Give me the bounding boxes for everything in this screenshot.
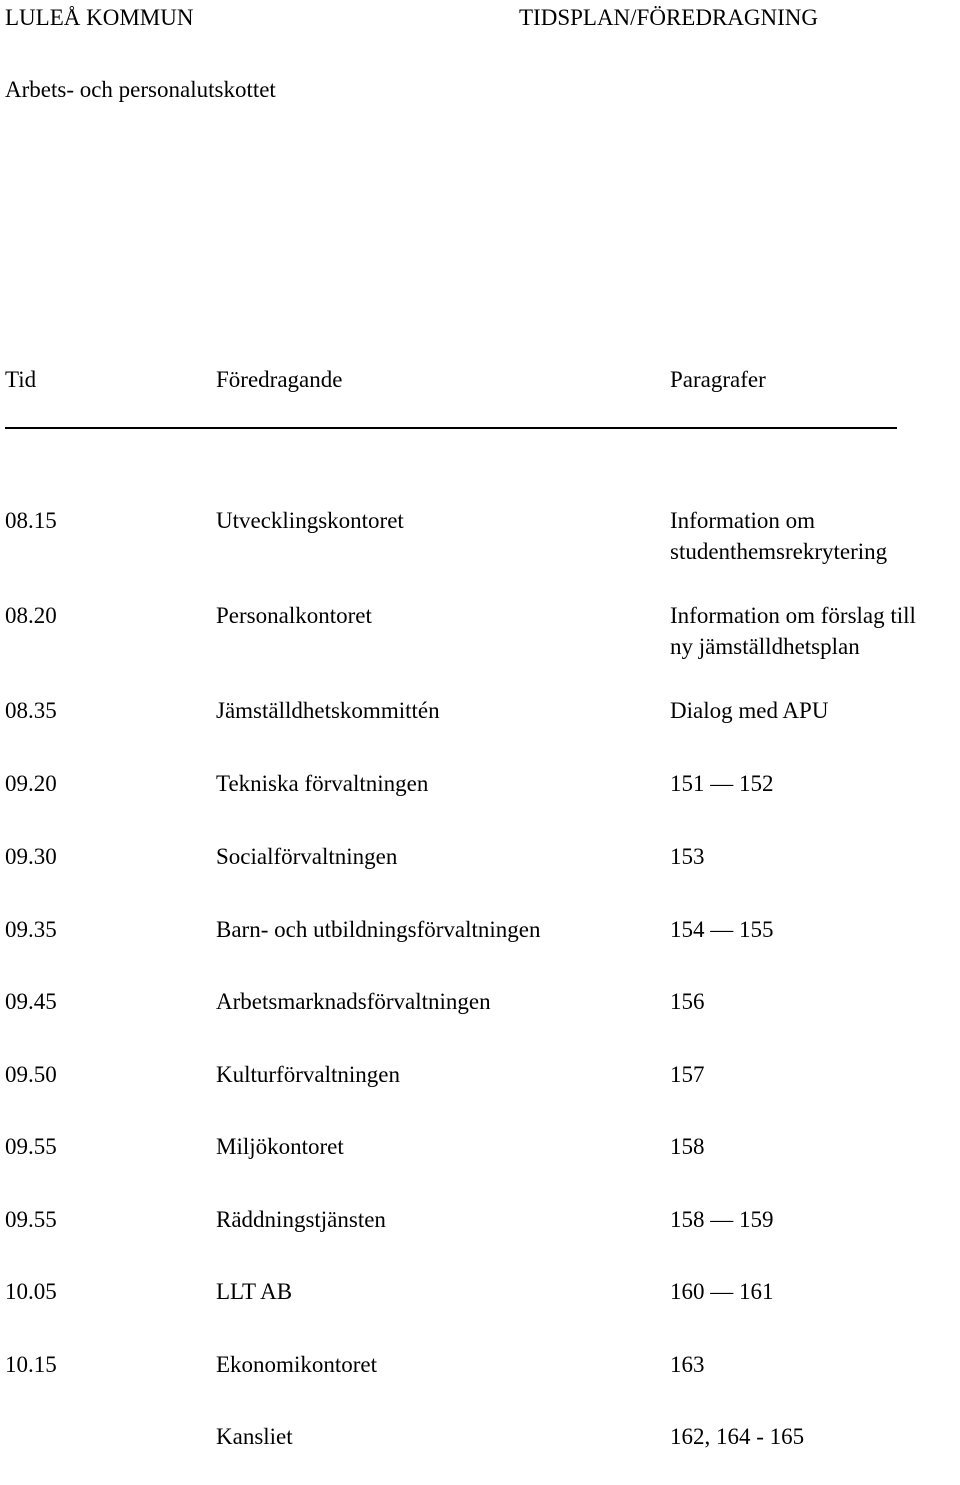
row-time: 10.15 <box>5 1352 57 1377</box>
row-speaker: LLT AB <box>216 1279 293 1304</box>
row-paragraphs: Dialog med APU <box>670 698 829 723</box>
schedule-row <box>0 986 960 1050</box>
row-time: 09.55 <box>5 1134 57 1159</box>
row-paragraphs: 153 <box>670 844 705 869</box>
row-speaker: Arbetsmarknadsförvaltningen <box>216 989 491 1014</box>
row-paragraphs: 163 <box>670 1352 705 1377</box>
row-paragraphs: 162, 164 - 165 <box>670 1424 805 1449</box>
row-speaker: Barn- och utbildningsförvaltningen <box>216 917 541 942</box>
row-paragraphs: Information om studenthemsrekrytering <box>670 508 888 564</box>
schedule-row <box>0 1276 960 1340</box>
schedule-row <box>0 1349 960 1413</box>
row-speaker: Utvecklingskontoret <box>216 508 404 533</box>
schedule-row <box>0 505 960 569</box>
row-time: 08.35 <box>5 698 57 723</box>
column-header-time: Tid <box>5 367 37 392</box>
schedule-row <box>0 1131 960 1195</box>
schedule-row <box>0 1421 960 1485</box>
row-time: 08.20 <box>5 603 57 628</box>
column-header-speaker: Föredragande <box>216 367 343 392</box>
column-header-paragraphs: Paragrafer <box>670 367 766 392</box>
row-paragraphs: 154 — 155 <box>670 917 774 942</box>
row-paragraphs: 160 — 161 <box>670 1279 774 1304</box>
schedule-row <box>0 768 960 832</box>
row-paragraphs: 157 <box>670 1062 705 1087</box>
schedule-row <box>0 1204 960 1268</box>
row-speaker: Miljökontoret <box>216 1134 344 1159</box>
row-speaker: Socialförvaltningen <box>216 844 398 869</box>
row-time: 09.55 <box>5 1207 57 1232</box>
row-speaker: Personalkontoret <box>216 603 372 628</box>
schedule-row <box>0 600 960 664</box>
row-paragraphs: 158 — 159 <box>670 1207 774 1232</box>
row-speaker: Tekniska förvaltningen <box>216 771 429 796</box>
row-paragraphs: 156 <box>670 989 705 1014</box>
row-time: 09.35 <box>5 917 57 942</box>
row-paragraphs: 158 <box>670 1134 705 1159</box>
committee-name: Arbets- och personalutskottet <box>5 77 276 102</box>
schedule-row <box>0 1059 960 1123</box>
row-paragraphs: Information om förslag till ny jämställdhetsplan <box>670 603 916 659</box>
schedule-row <box>0 695 960 759</box>
row-time: 09.45 <box>5 989 57 1014</box>
row-speaker: Kulturförvaltningen <box>216 1062 400 1087</box>
row-time: 09.30 <box>5 844 57 869</box>
row-time: 09.50 <box>5 1062 57 1087</box>
document-type: TIDSPLAN/FÖREDRAGNING <box>519 5 819 30</box>
row-time: 08.15 <box>5 508 57 533</box>
row-paragraphs: 151 — 152 <box>670 771 774 796</box>
row-time: 09.20 <box>5 771 57 796</box>
organization-name: LULEÅ KOMMUN <box>5 5 194 30</box>
schedule-row <box>0 914 960 978</box>
schedule-row <box>0 841 960 905</box>
row-speaker: Kansliet <box>216 1424 293 1449</box>
row-speaker: Räddningstjänsten <box>216 1207 386 1232</box>
row-time: 10.05 <box>5 1279 57 1304</box>
row-speaker: Ekonomikontoret <box>216 1352 377 1377</box>
header-underline <box>5 427 897 429</box>
row-speaker: Jämställdhetskommittén <box>216 698 440 723</box>
